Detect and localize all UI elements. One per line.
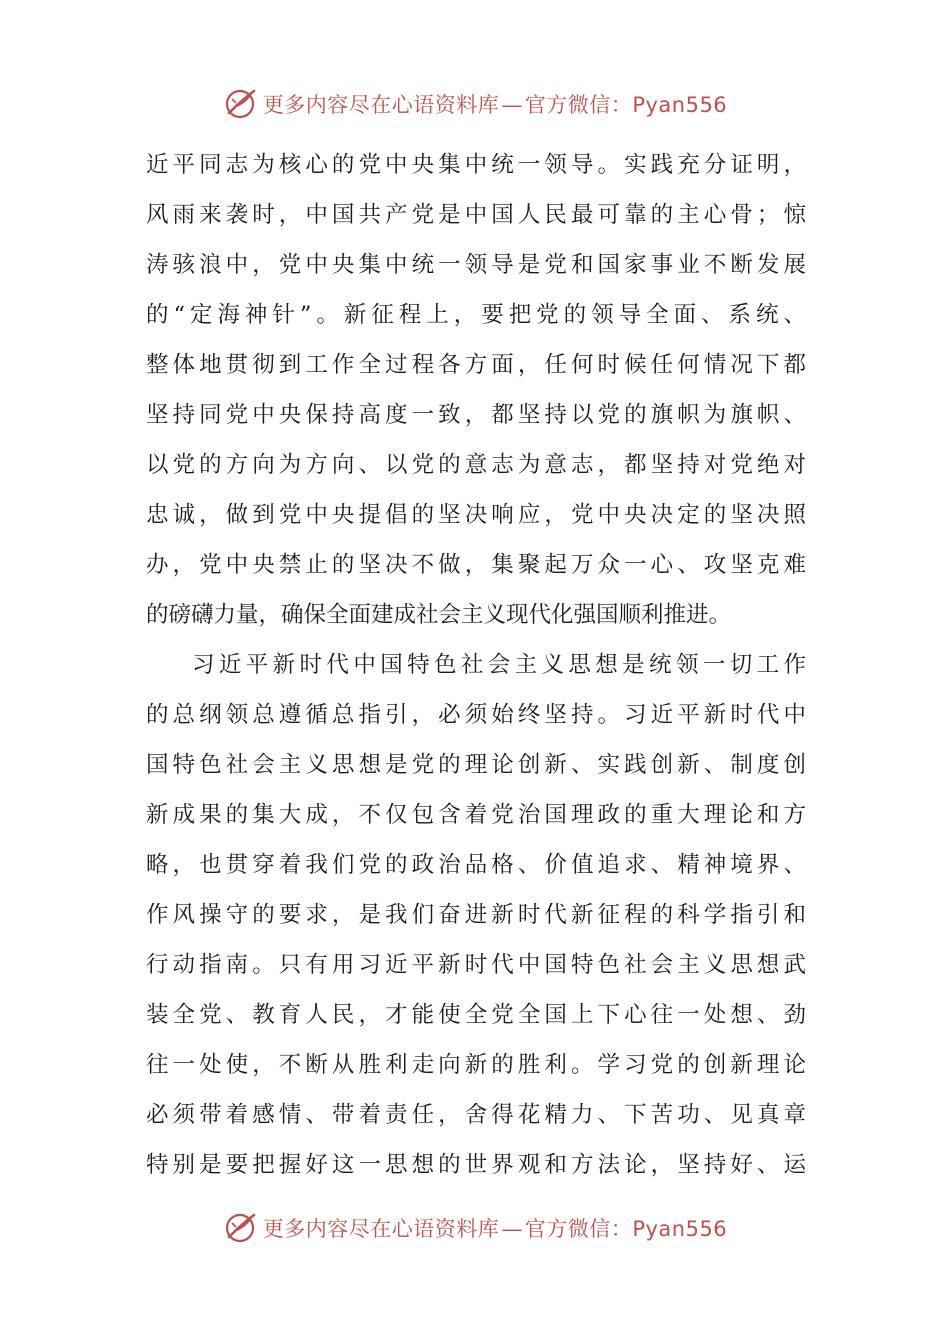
quill-logo-icon [223, 87, 257, 121]
text-line: 忠诚，做到党中央提倡的坚决响应，党中央决定的坚决照 [146, 502, 806, 528]
text-line: 作风操守的要求，是我们奋进新时代新征程的科学指引和 [146, 902, 806, 928]
text-line: 特别是要把握好这一思想的世界观和方法论，坚持好、运 [146, 1152, 806, 1178]
text-line: 国特色社会主义思想是党的理论创新、实践创新、制度创 [146, 752, 806, 778]
text-line: 必须带着感情、带着责任，舍得花精力、下苦功、见真章 [146, 1102, 806, 1128]
text-line: 行动指南。只有用习近平新时代中国特色社会主义思想武 [146, 952, 806, 978]
text-line: 涛骇浪中，党中央集中统一领导是党和国家事业不断发展 [146, 252, 806, 278]
text-line: 坚持同党中央保持高度一致，都坚持以党的旗帜为旗帜、 [146, 402, 806, 428]
text-line: 的总纲领总遵循总指引，必须始终坚持。习近平新时代中 [146, 702, 806, 728]
text-line: 以党的方向为方向、以党的意志为意志，都坚持对党绝对 [146, 452, 806, 478]
text-line: 的“定海神针”。新征程上，要把党的领导全面、系统、 [146, 302, 806, 328]
text-line: 风雨来袭时，中国共产党是中国人民最可靠的主心骨；惊 [146, 202, 806, 228]
footer-watermark [0, 1208, 950, 1248]
text-line: 略，也贯穿着我们党的政治品格、价值追求、精神境界、 [146, 852, 806, 878]
document-body [146, 140, 806, 1190]
text-line: 的磅礴力量，确保全面建成社会主义现代化强国顺利推进。 [146, 602, 732, 628]
text-line: 装全党、教育人民，才能使全党全国上下心往一处想、劲 [146, 1002, 806, 1028]
text-line: 整体地贯彻到工作全过程各方面，任何时候任何情况下都 [146, 352, 806, 378]
text-line: 办，党中央禁止的坚决不做，集聚起万众一心、攻坚克难 [146, 552, 806, 578]
watermark-text: 更多内容尽在心语资料库—官方微信：Pyan556 [262, 1217, 728, 1241]
header-watermark [0, 84, 950, 124]
paragraph-first-line: 习近平新时代中国特色社会主义思想是统领一切工作 [192, 652, 806, 678]
quill-logo-icon [223, 1211, 257, 1245]
watermark-text: 更多内容尽在心语资料库—官方微信：Pyan556 [262, 93, 728, 117]
text-line: 近平同志为核心的党中央集中统一领导。实践充分证明， [146, 152, 806, 178]
text-line: 往一处使，不断从胜利走向新的胜利。学习党的创新理论 [146, 1052, 806, 1078]
text-line: 新成果的集大成，不仅包含着党治国理政的重大理论和方 [146, 802, 806, 828]
